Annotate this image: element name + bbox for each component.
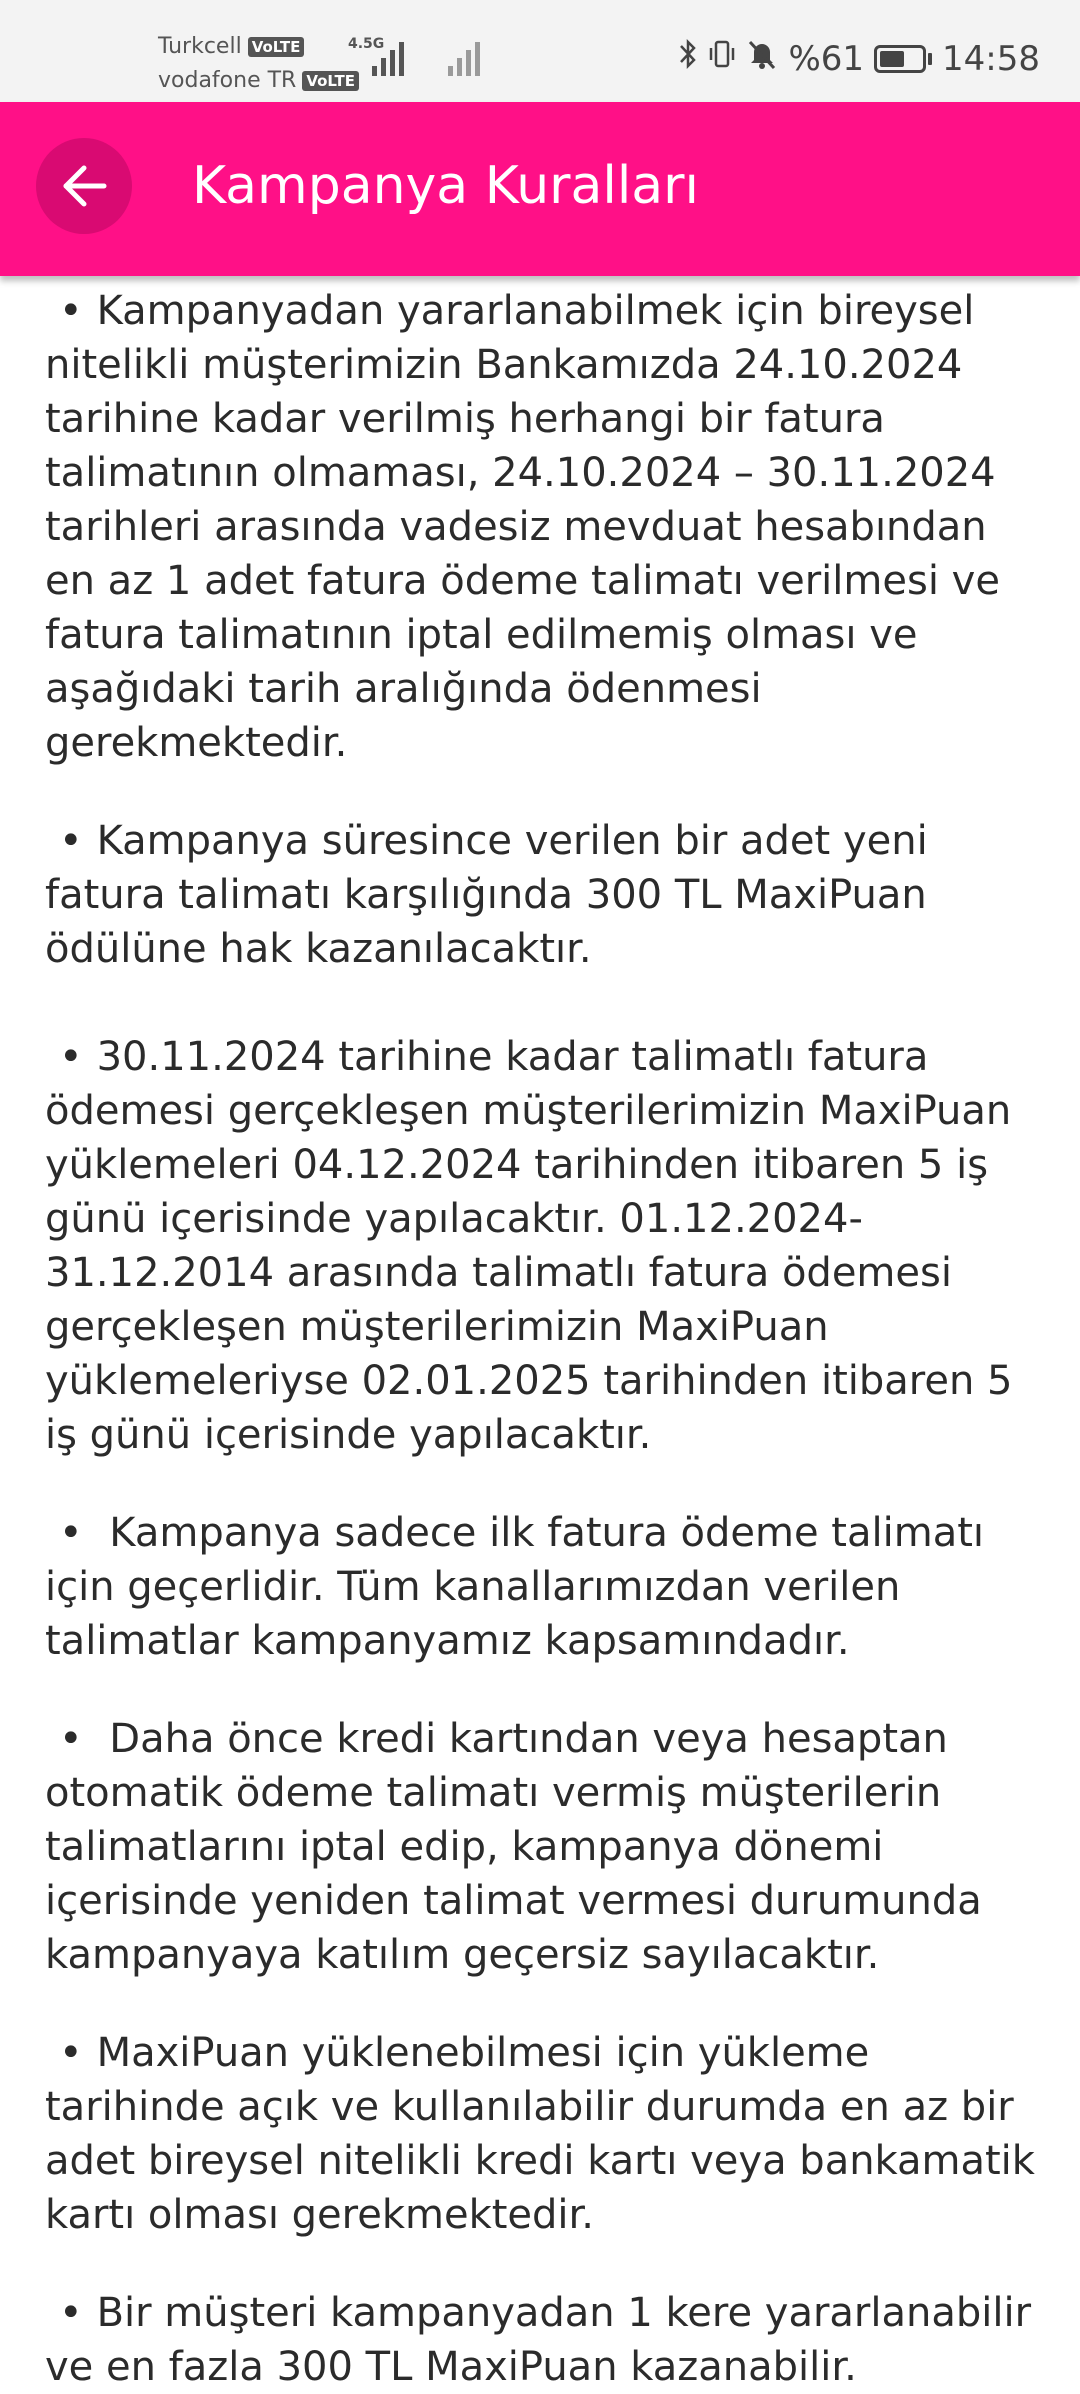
rule-text: Kampanyadan yararlanabilmek için bireysel nitelikli müşterimizin Bankamızda 24.10.2024 tarihine kadar verilmiş herhangi bir fatura talimatının olmaması, 24.10.2024 – 30.11.2024 tarihleri arasında vadesiz mevduat hesabından en az 1 adet fatura ödeme talimatı verilmesi ve fatura talimatının iptal edilmemiş olması ve aşağıdaki tarih aralığında ödenmesi gerekmektedir.	[45, 288, 1000, 766]
rule-item	[45, 2286, 1042, 2394]
bullet-icon: •	[59, 288, 83, 334]
rule-item	[45, 284, 1042, 770]
rule-item	[45, 1030, 1042, 1462]
bullet-icon: •	[59, 1716, 83, 1762]
rule-item	[45, 1506, 1042, 1668]
carrier-info	[158, 30, 359, 98]
app-bar	[0, 102, 1080, 276]
rule-text: MaxiPuan yüklenebilmesi için yükleme tarihinde açık ve kullanılabilir durumda en az bir adet bireysel nitelikli kredi kartı veya bankamatik kartı olması gerekmektedir.	[45, 2030, 1035, 2238]
volte-badge-2: VoLTE	[302, 71, 359, 91]
rule-text: 30.11.2024 tarihine kadar talimatlı fatura ödemesi gerçekleşen müşterilerimizin MaxiPuan yüklemeleri 04.12.2024 tarihinden itibaren 5 iş günü içerisinde yapılacaktır. 01.12.2024-31.12.2014 arasında talimatlı fatura ödemesi gerçekleşen müşterilerimizin MaxiPuan yüklemeleriyse 02.01.2025 tarihinden itibaren 5 iş günü içerisinde yapılacaktır.	[45, 1034, 1013, 1458]
volte-badge-1: VoLTE	[248, 37, 305, 57]
status-right-group	[678, 38, 1040, 79]
rule-text: Daha önce kredi kartından veya hesaptan otomatik ödeme talimatı vermiş müşterilerin talimatlarını iptal edip, kampanya dönemi içerisinde yeniden talimat vermesi durumunda kampanyaya katılım geçersiz sayılacaktır.	[45, 1716, 982, 1978]
signal-2-icon	[448, 40, 480, 76]
rule-text: Kampanya sadece ilk fatura ödeme talimatı için geçerlidir. Tüm kanallarımızdan verilen talimatlar kampanyamız kapsamındadır.	[45, 1510, 984, 1664]
mute-icon	[746, 38, 778, 79]
bullet-icon: •	[59, 2290, 83, 2336]
page-title: Kampanya Kuralları	[192, 156, 699, 216]
carrier-1-label: Turkcell	[158, 34, 242, 59]
arrow-left-icon	[58, 160, 110, 212]
rules-list	[0, 276, 1080, 2394]
carrier-2-label: vodafone TR	[158, 68, 297, 93]
vibrate-icon	[708, 38, 736, 79]
rule-text: Kampanya süresince verilen bir adet yeni fatura talimatı karşılığında 300 TL MaxiPuan ödülüne hak kazanılacaktır.	[45, 818, 928, 972]
bluetooth-icon	[678, 38, 698, 79]
rule-item	[45, 2026, 1042, 2242]
rule-item	[45, 814, 1042, 976]
bullet-icon: •	[59, 1510, 83, 1556]
network-type-label: 4.5G	[348, 36, 385, 52]
battery-percent: %61	[788, 38, 865, 79]
bullet-icon: •	[59, 818, 83, 864]
clock: 14:58	[942, 38, 1040, 79]
rules-content[interactable]	[0, 276, 1080, 2390]
bullet-icon: •	[59, 1034, 83, 1080]
rule-item	[45, 1712, 1042, 1982]
bullet-icon: •	[59, 2030, 83, 2076]
battery-icon	[874, 45, 932, 73]
signal-indicators	[348, 36, 480, 76]
back-button[interactable]	[36, 138, 132, 234]
status-bar	[0, 0, 1080, 102]
rule-text: Bir müşteri kampanyadan 1 kere yararlanabilir ve en fazla 300 TL MaxiPuan kazanabilir.	[45, 2290, 1032, 2390]
